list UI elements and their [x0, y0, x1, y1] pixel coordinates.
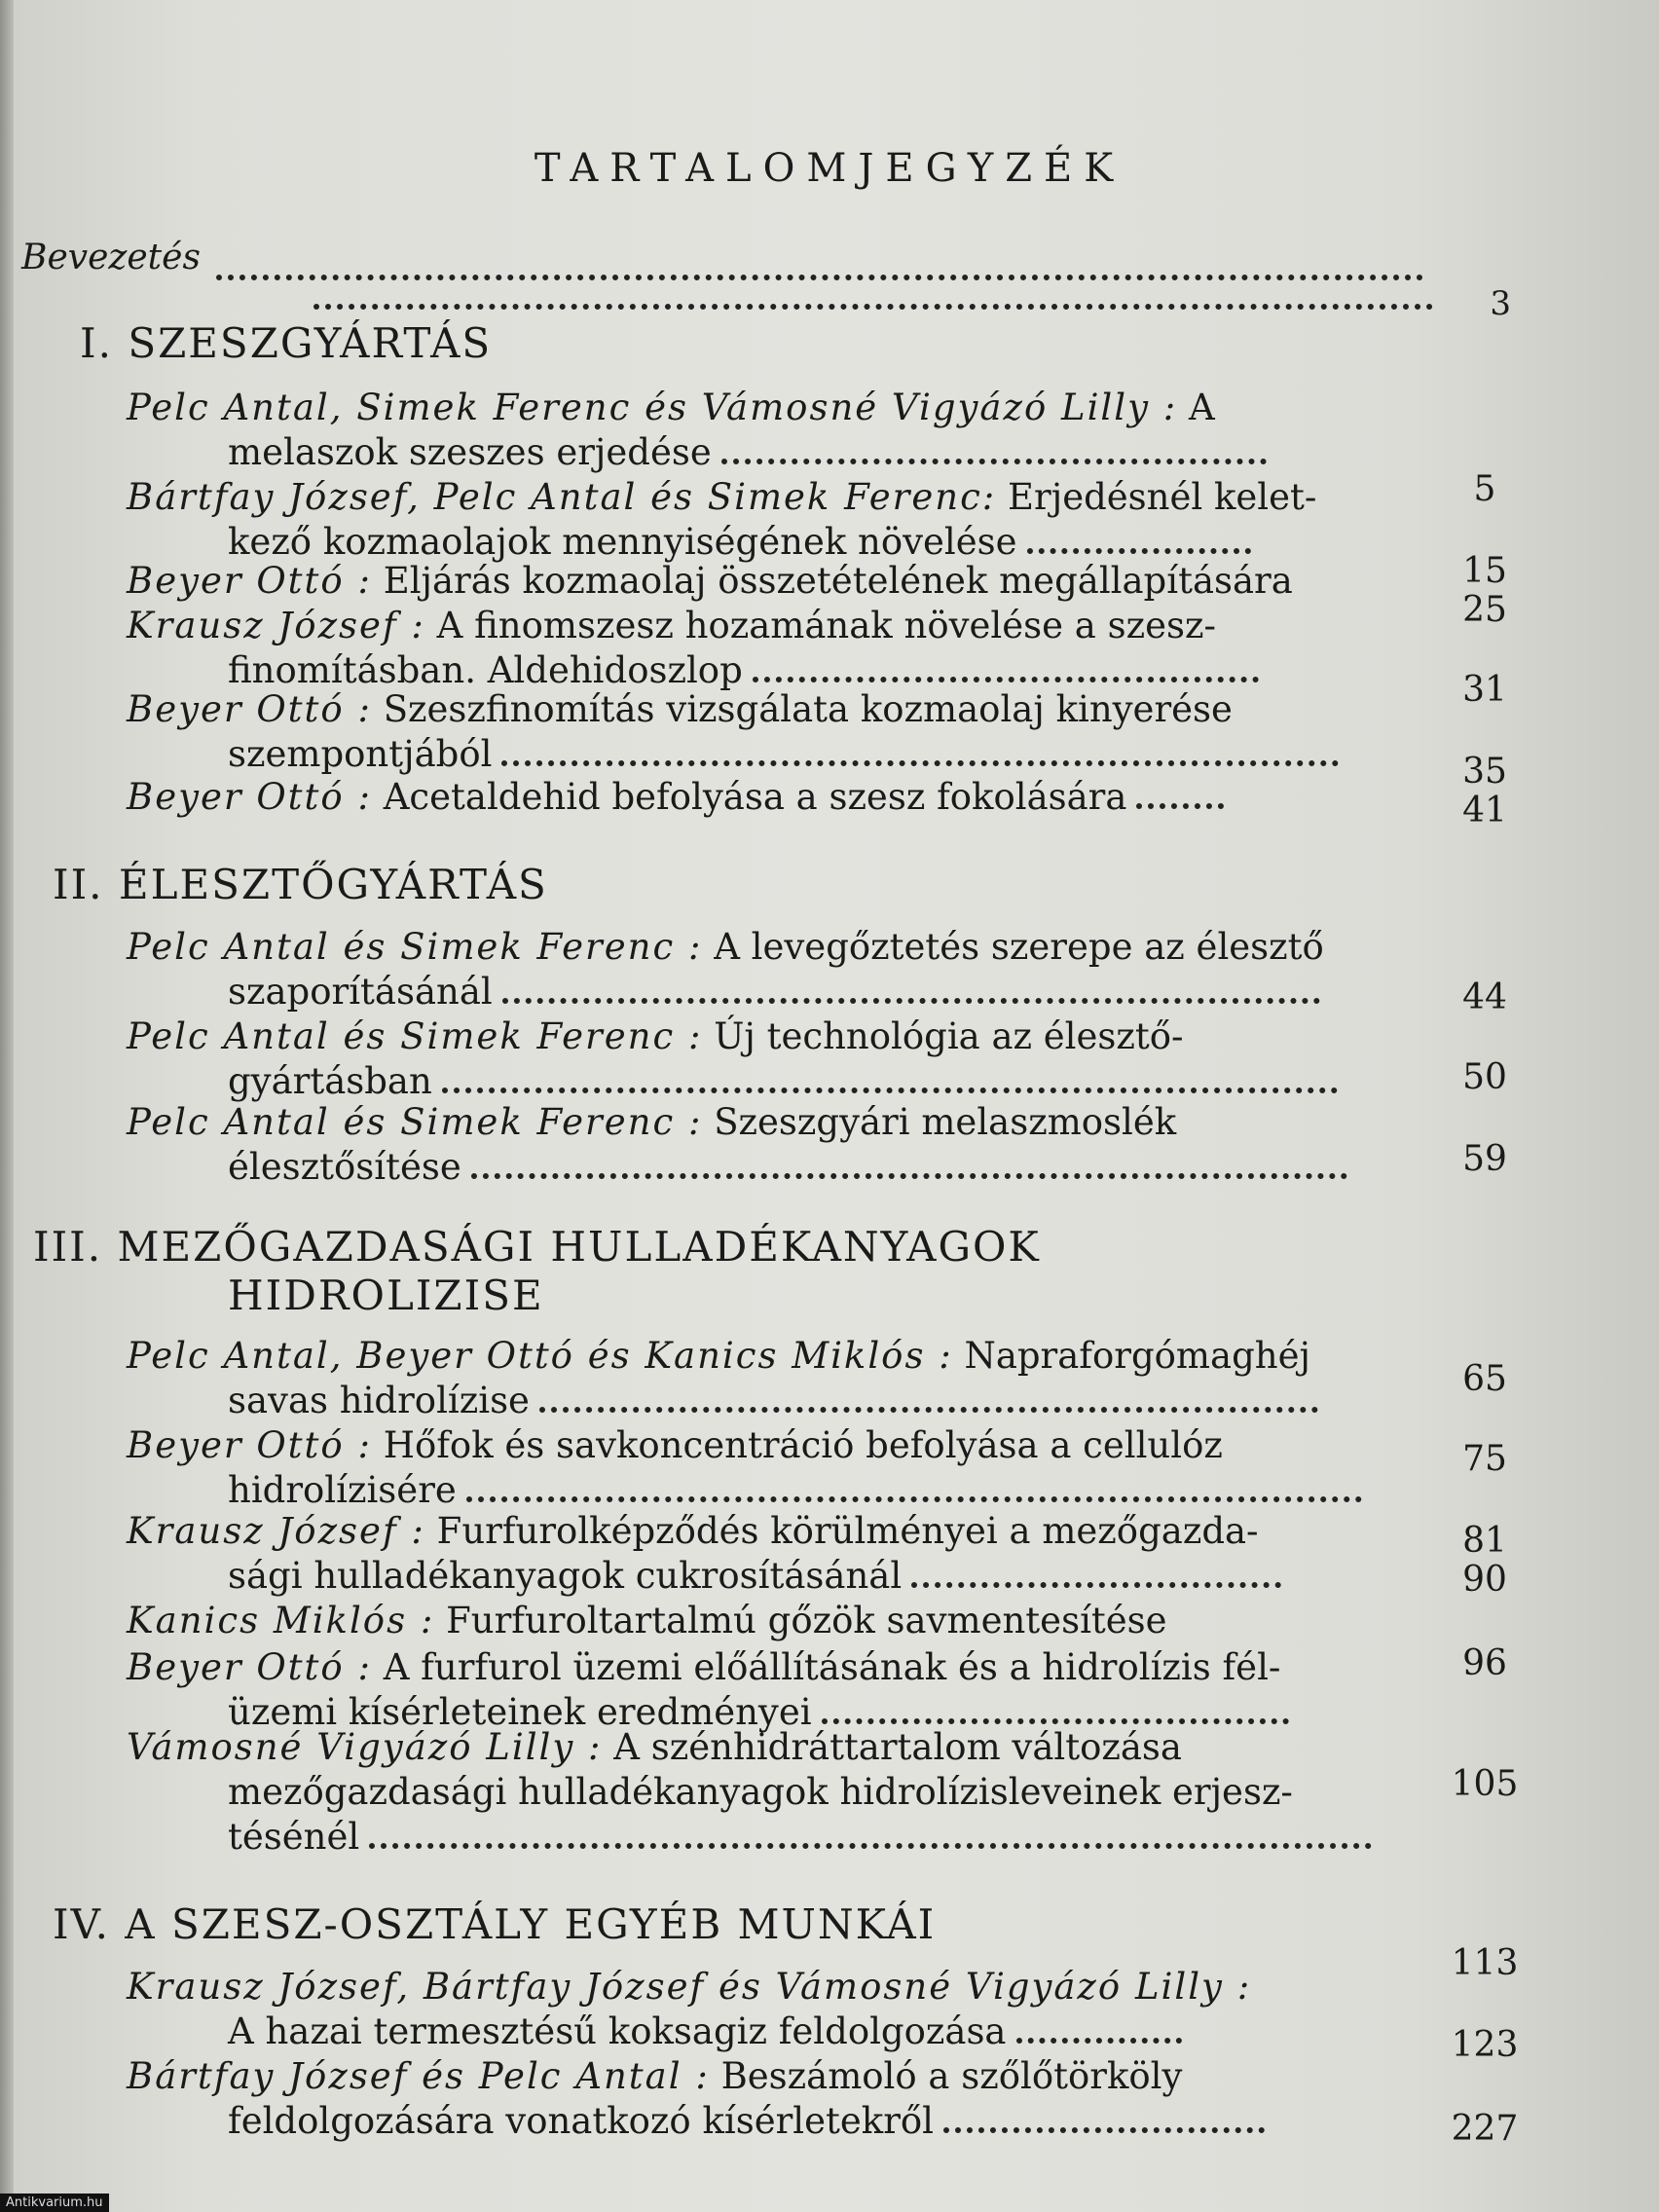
intro-page-number: 3 — [1490, 284, 1511, 323]
page-title: TARTALOMJEGYZÉK — [534, 146, 1125, 191]
entry-page-number: 81 — [1462, 1521, 1507, 1561]
dot-leader — [313, 284, 1433, 310]
toc-entry: Krausz József : A finomszesz hozamának növelése a szesz- finomításban. Aldehidoszlop — [127, 604, 1421, 693]
toc-entry: Pelc Antal és Simek Ferenc : A levegőztetés szerepe az élesztő szaporításánál — [127, 926, 1324, 1013]
toc-entry: Krausz József : Furfurolképződés körülményei a mezőgazda- sági hulladékanyagok cukrosításánál — [127, 1509, 1421, 1599]
entry-page-number: 44 — [1462, 977, 1507, 1017]
toc-entry: Krausz József, Bártfay József és Vámosné Vigyázó Lilly : A hazai termesztésű koksagiz feldolgozása — [127, 1966, 1252, 2052]
toc-entry: Beyer Ottó : Szeszfinomítás vizsgálata kozmaolaj kinyerése szempontjából — [127, 687, 1421, 777]
entry-page-number: 123 — [1451, 2025, 1519, 2065]
entry-page-number: 41 — [1462, 791, 1507, 830]
entry-page-number: 90 — [1462, 1560, 1507, 1600]
entry-page-number: 65 — [1462, 1359, 1507, 1399]
entry-authors: Pelc Antal, Simek Ferenc és Vámosné Vigyázó Lilly : — [127, 387, 1178, 428]
entry-page-number: 50 — [1462, 1057, 1507, 1097]
entry-page-number: 5 — [1473, 469, 1496, 509]
toc-entry: Bártfay József, Pelc Antal és Simek Ferenc: Erjedésnél kelet- kező kozmaolajok mennyiségének növelése — [127, 476, 1317, 563]
toc-entry — [127, 386, 1421, 475]
section-heading-2: II. ÉLESZTŐGYÁRTÁS — [53, 861, 548, 908]
toc-entry: Beyer Ottó : Hőfok és savkoncentráció befolyása a cellulóz hidrolízisére — [127, 1423, 1421, 1513]
toc-entry: Beyer Ottó : Acetaldehid befolyása a szesz fokolására — [127, 775, 1421, 820]
toc-entry: Kanics Miklós : Furfuroltartalmú gőzök savmentesítése — [127, 1600, 1167, 1641]
toc-entry: Vámosné Vigyázó Lilly : A szénhidráttartalom változása mezőgazdasági hulladékanyagok hidrolízisleveinek erjesz- tésénél — [127, 1725, 1421, 1860]
dot-leader — [216, 245, 1423, 280]
entry-title-line-2: melaszok szeszes erjedése — [228, 431, 712, 473]
entry-page-number: 15 — [1462, 551, 1507, 591]
toc-entry: Pelc Antal és Simek Ferenc : Szeszgyári melaszmoslék élesztősítése — [127, 1100, 1421, 1190]
entry-title-line-1: A — [1188, 387, 1215, 428]
intro-label: Bevezetés — [21, 238, 201, 277]
toc-entry: Bártfay József és Pelc Antal : Beszámoló a szőlőtörköly feldolgozására vonatkozó kísérletekről — [127, 2054, 1421, 2144]
intro-entry — [21, 238, 1540, 325]
toc-entry: Beyer Ottó : Eljárás kozmaolaj összetételének megállapítására — [127, 560, 1293, 602]
section-heading-4: IV. A SZESZ-OSZTÁLY EGYÉB MUNKÁI — [53, 1900, 937, 1948]
final-page-number: 227 — [1451, 2109, 1519, 2149]
page-edge — [0, 0, 14, 2212]
entry-page-number: 35 — [1462, 752, 1507, 792]
watermark: Antikvarium.hu — [0, 2194, 109, 2212]
entry-page-number: 75 — [1462, 1439, 1507, 1479]
entry-page-number: 105 — [1451, 1764, 1519, 1804]
entry-page-number: 31 — [1462, 670, 1507, 710]
entry-page-number: 25 — [1462, 590, 1507, 630]
entry-page-number: 59 — [1462, 1139, 1507, 1179]
entry-page-number: 96 — [1462, 1643, 1507, 1683]
toc-entry: Pelc Antal és Simek Ferenc : Új technológia az élesztő- gyártásban — [127, 1014, 1421, 1104]
toc-entry: Pelc Antal, Beyer Ottó és Kanics Miklós : Napraforgómaghéj savas hidrolízise — [127, 1334, 1421, 1423]
toc-entry: Beyer Ottó : A furfurol üzemi előállításának és a hidrolízis fél- üzemi kísérleteinek eredményei — [127, 1645, 1421, 1735]
section-heading-1: I. SZESZGYÁRTÁS — [80, 319, 493, 367]
section-heading-3: III. MEZŐGAZDASÁGI HULLADÉKANYAGOK HIDROLIZISE — [33, 1223, 1041, 1319]
entry-page-number: 113 — [1451, 1943, 1519, 1983]
